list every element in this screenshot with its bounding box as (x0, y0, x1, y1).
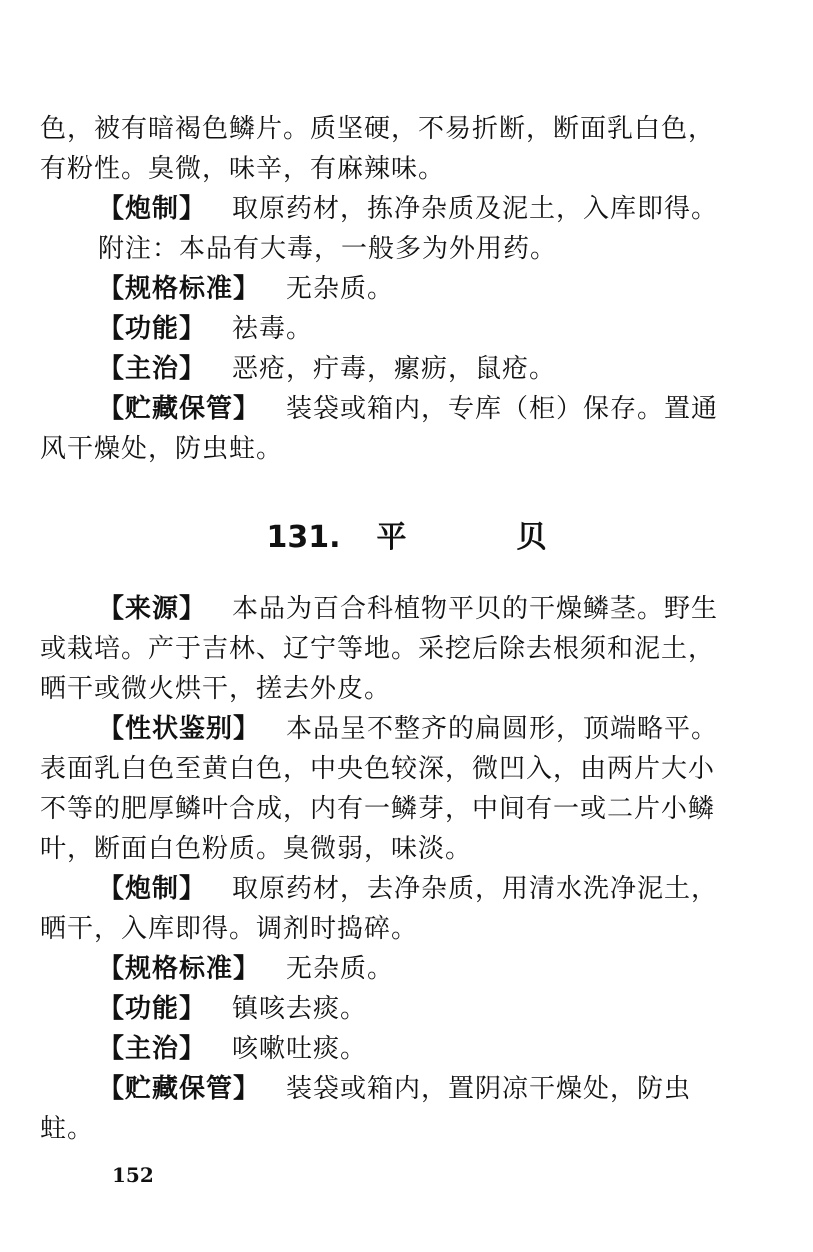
prev-note: 附注：本品有大毒，一般多为外用药。 (98, 234, 558, 264)
indication-tag: 【主治】 (98, 1034, 207, 1064)
processing-text-1: 取原药材，去净杂质，用清水洗净泥土， (232, 874, 719, 904)
prev-function-line (98, 312, 788, 346)
prev-spec-text: 无杂质。 (286, 274, 395, 304)
traits-tag: 【性状鉴别】 (98, 714, 261, 744)
spec-text: 无杂质。 (286, 954, 395, 984)
source-line-3: 晒干或微火烘干，搓去外皮。 (40, 674, 392, 704)
storage-text-1: 装袋或箱内，置阴凉干燥处，防虫 (286, 1074, 692, 1104)
page-number: 152 (112, 1163, 154, 1187)
prev-spec-line (98, 272, 788, 306)
prev-storage-tag: 【贮藏保管】 (98, 394, 261, 424)
spec-tag: 【规格标准】 (98, 954, 261, 984)
traits-line-2: 表面乳白色至黄白色，中央色较深，微凹入，由两片大小 (40, 754, 716, 784)
prev-function-tag: 【功能】 (98, 314, 207, 344)
source-line-2: 或栽培。产于吉林、辽宁等地。采挖后除去根须和泥土， (40, 634, 716, 664)
prev-processing-line (98, 192, 788, 226)
source-line-1 (98, 592, 788, 626)
prev-processing-text: 取原药材，拣净杂质及泥土，入库即得。 (232, 194, 719, 224)
source-tag: 【来源】 (98, 594, 207, 624)
entry-name-char-2: 贝 (516, 520, 547, 555)
function-text: 镇咳去痰。 (232, 994, 368, 1024)
indication-text: 咳嗽吐痰。 (232, 1034, 368, 1064)
storage-line-2: 蛀。 (40, 1114, 95, 1144)
traits-line-4: 叶，断面白色粉质。臭微弱，味淡。 (40, 834, 473, 864)
prev-storage-line-2: 风干燥处，防虫蛀。 (40, 434, 284, 464)
prev-indication-tag: 【主治】 (98, 354, 207, 384)
prev-processing-tag: 【炮制】 (98, 194, 207, 224)
indication-line (98, 1032, 788, 1066)
prev-spec-tag: 【规格标准】 (98, 274, 261, 304)
prev-description-line-2: 有粉性。臭微，味辛，有麻辣味。 (40, 154, 446, 184)
processing-line-1 (98, 872, 788, 906)
traits-line-1 (98, 712, 788, 746)
source-text-1: 本品为百合科植物平贝的干燥鳞茎。野生 (232, 594, 719, 624)
prev-function-text: 祛毒。 (232, 314, 314, 344)
prev-storage-text-1: 装袋或箱内，专库（柜）保存。置通 (286, 394, 719, 424)
storage-line-1 (98, 1072, 788, 1106)
entry-number: 131. (266, 520, 341, 555)
prev-storage-line-1 (98, 392, 788, 426)
prev-description-line-1: 色，被有暗褐色鳞片。质坚硬，不易折断，断面乳白色， (40, 114, 716, 144)
function-line (98, 992, 788, 1026)
entry-name-char-1: 平 (376, 520, 407, 555)
function-tag: 【功能】 (98, 994, 207, 1024)
traits-line-3: 不等的肥厚鳞叶合成，内有一鳞芽，中间有一或二片小鳞 (40, 794, 716, 824)
processing-tag: 【炮制】 (98, 874, 207, 904)
storage-tag: 【贮藏保管】 (98, 1074, 261, 1104)
entry-heading (0, 518, 813, 558)
prev-indication-line (98, 352, 788, 386)
spec-line (98, 952, 788, 986)
processing-line-2: 晒干，入库即得。调剂时捣碎。 (40, 914, 419, 944)
prev-indication-text: 恶疮，疔毒，瘰疬，鼠疮。 (232, 354, 557, 384)
traits-text-1: 本品呈不整齐的扁圆形，顶端略平。 (286, 714, 719, 744)
